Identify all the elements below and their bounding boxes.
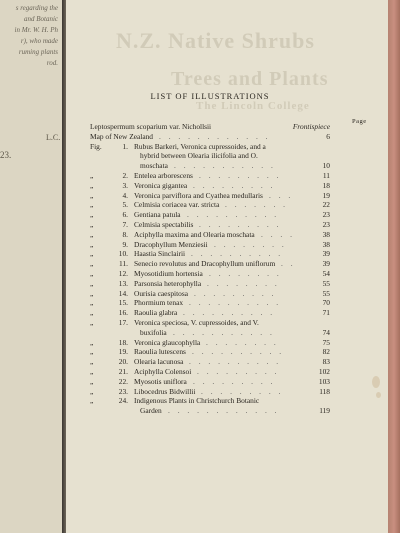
list-item — [90, 377, 330, 386]
page-number: 70 — [322, 298, 330, 308]
page-number: 18 — [322, 180, 330, 190]
leader-dots: . . . . . . . . . — [197, 367, 280, 376]
illustration-title: Gentiana patula — [134, 210, 181, 220]
list-item — [90, 151, 330, 160]
left-page-initials: L.C. — [46, 133, 61, 142]
page-number: 11 — [322, 171, 330, 180]
fig-marker: „ — [90, 249, 94, 259]
page-number: 118 — [319, 386, 330, 396]
fig-number: 16. — [118, 308, 128, 318]
page-number: 83 — [322, 357, 330, 367]
fig-number: 1. — [122, 141, 128, 151]
left-page-text-fragment: ruming plants — [18, 48, 58, 56]
illustration-title: Olearia lacunosa — [134, 357, 184, 367]
fig-marker: „ — [90, 278, 94, 288]
fig-number: 6. — [122, 210, 128, 220]
page-number: 103 — [318, 376, 330, 386]
left-page-text-fragment: s regarding the — [15, 4, 58, 12]
fig-marker: „ — [90, 298, 94, 308]
page-number: Frontispiece — [292, 122, 330, 131]
leader-dots: . . . . . . . . . . — [189, 298, 282, 308]
fig-number: 14. — [118, 288, 128, 298]
fig-marker: „ — [90, 367, 94, 376]
list-item — [90, 367, 330, 376]
leader-dots: . . . . . . . . . . — [183, 308, 276, 318]
fig-number: 7. — [122, 220, 128, 229]
leader-dots: . . . . . . . . . . — [192, 347, 285, 357]
list-item — [90, 308, 330, 317]
illustration-title: Senecio revolutus and Dracophyllum uniflorum — [134, 259, 276, 269]
page-number: 19 — [322, 190, 330, 200]
leader-dots: . . . . . . . — [225, 200, 289, 210]
left-page-text-fragment: and Botanic — [23, 15, 58, 23]
leader-dots: . . . . . . . . . — [193, 376, 276, 386]
illustration-title: Indigenous Plants in Christchurch Botanic — [134, 396, 260, 406]
leader-dots: . . . . . . . . . . . . — [159, 131, 271, 141]
list-item — [90, 338, 330, 347]
list-item — [90, 122, 330, 131]
page-number: 23 — [322, 210, 330, 220]
illustration-title: Myosotis uniflora — [134, 376, 187, 386]
list-item — [90, 298, 330, 307]
illustration-title: buxifolia — [140, 327, 167, 337]
fig-marker: „ — [90, 386, 94, 396]
page-number: 54 — [322, 269, 330, 278]
leader-dots: . . — [281, 259, 296, 269]
left-page-number: 23. — [0, 150, 12, 160]
show-through-line-1: N.Z. Native Shrubs — [116, 28, 315, 53]
illustration-title: Phormium tenax — [134, 298, 184, 308]
illustration-title: Parsonsia heterophylla — [134, 278, 202, 288]
illustration-title: Entelea arborescens — [134, 171, 193, 180]
list-item — [90, 240, 330, 249]
fig-marker: „ — [90, 200, 94, 210]
fig-number: 4. — [122, 190, 128, 200]
list-item — [90, 191, 330, 200]
fig-marker: „ — [90, 269, 94, 278]
list-item — [90, 230, 330, 239]
foxing-spot — [376, 392, 381, 398]
page-column-heading: Page — [352, 118, 367, 125]
fig-marker: „ — [90, 376, 94, 386]
page-number: 39 — [322, 249, 330, 259]
fig-marker: „ — [90, 210, 94, 220]
fig-number: 13. — [118, 278, 128, 288]
page-number: 82 — [322, 347, 330, 357]
fig-number: 23. — [118, 386, 128, 396]
page-number: 119 — [319, 406, 330, 416]
list-item — [90, 142, 330, 151]
list-item — [90, 289, 330, 298]
page-number: 55 — [322, 288, 330, 298]
list-item — [90, 387, 330, 396]
list-item — [90, 318, 330, 327]
fig-marker: „ — [90, 288, 94, 298]
illustration-title: Garden — [140, 406, 162, 416]
leader-dots: . . . . . . . . . — [201, 386, 284, 396]
page-number: 55 — [322, 278, 330, 288]
page-number: 23 — [322, 220, 330, 229]
page-number: 39 — [322, 259, 330, 269]
fig-number: 15. — [118, 298, 128, 308]
leader-dots: . . . . . . . . — [209, 269, 282, 278]
page-number: 74 — [322, 327, 330, 337]
list-item — [90, 161, 330, 170]
leader-dots: . . . . . . . . . — [199, 171, 282, 180]
fig-number: 18. — [118, 337, 128, 347]
leader-dots: . . . . . . . . . . . — [173, 327, 275, 337]
fig-marker: „ — [90, 259, 94, 269]
page-number: 6 — [326, 131, 330, 141]
fig-marker: „ — [90, 357, 94, 367]
list-item — [90, 220, 330, 229]
leader-dots: . . . . . . . . . — [193, 180, 276, 190]
left-page-text-fragment: rod. — [46, 59, 58, 67]
fig-number: 20. — [118, 357, 128, 367]
fig-marker: „ — [90, 308, 94, 318]
list-item — [90, 347, 330, 356]
illustration-title: moschata — [140, 161, 168, 171]
fig-marker: „ — [90, 229, 94, 239]
leader-dots: . . . — [269, 190, 294, 200]
page-number: 38 — [322, 239, 330, 249]
illustration-title: Veronica parviflora and Cyathea medullaris — [134, 190, 263, 200]
illustration-title: hybrid between Olearia ilicifolia and O. — [140, 151, 258, 161]
left-page-text-fragment: in Mr. W. H. Ph — [14, 26, 58, 34]
page-number: 75 — [322, 337, 330, 347]
illustration-title: Rubus Barkeri, Veronica cupressoides, and a — [134, 141, 266, 151]
fig-number: 24. — [118, 396, 128, 406]
leader-dots: . . . . . . . . — [214, 239, 287, 249]
illustration-title: Veronica speciosa, V. cupressoides, and V. — [134, 318, 259, 327]
foxing-spot — [372, 376, 380, 388]
page-title: LIST OF ILLUSTRATIONS — [150, 91, 270, 101]
illustration-title: Map of New Zealand — [90, 131, 154, 141]
leader-dots: . . . . . . . . . — [194, 288, 277, 298]
fig-marker: „ — [90, 347, 94, 357]
illustration-title: Raoulia lutescens — [134, 347, 186, 357]
fig-number: 2. — [122, 171, 128, 180]
illustration-title: Aciphylla maxima and Olearia moschata — [134, 229, 255, 239]
fig-marker: „ — [90, 396, 94, 406]
left-page — [0, 0, 64, 533]
illustration-title: Veronica glaucophylla — [134, 337, 201, 347]
illustration-title: Libocedrus Bidwillii — [134, 386, 196, 396]
left-page-text-fragment: r), who made — [20, 37, 58, 45]
fig-marker: „ — [90, 239, 94, 249]
fig-marker: „ — [90, 171, 94, 180]
leader-dots: . . . . . . . . . . — [187, 210, 280, 220]
show-through-line-2: Trees and Plants — [171, 68, 329, 90]
fig-marker: „ — [90, 220, 94, 229]
fig-marker: „ — [90, 337, 94, 347]
list-item — [90, 279, 330, 288]
illustration-title: Celmisia coriacea var. stricta — [134, 200, 220, 210]
page-number: 102 — [318, 367, 330, 376]
page-number: 38 — [322, 229, 330, 239]
fig-marker: Fig. — [90, 141, 102, 151]
fig-marker: „ — [90, 190, 94, 200]
page-number: 71 — [322, 308, 330, 318]
illustration-title: Leptospermum scoparium var. Nichollsii — [90, 122, 212, 131]
leader-dots: . . . . . . . . . . — [189, 357, 282, 367]
illustration-title: Veronica gigantea — [134, 180, 188, 190]
fig-number: 8. — [122, 229, 128, 239]
list-item — [90, 396, 330, 405]
list-item — [90, 269, 330, 278]
illustration-title: Myosotidium hortensia — [134, 269, 203, 278]
list-item — [90, 210, 330, 219]
leader-dots: . . . . . . . . . . . . — [168, 406, 280, 416]
illustration-title: Haastia Sinclairii — [134, 249, 186, 259]
page-number: 22 — [322, 200, 330, 210]
list-item — [90, 328, 330, 337]
fig-number: 10. — [118, 249, 128, 259]
leader-dots: . . . . . . . . — [207, 278, 280, 288]
leader-dots: . . . . . . . . — [206, 337, 279, 347]
leader-dots: . . . . . . . . . — [199, 220, 282, 229]
list-item — [90, 171, 330, 180]
list-item — [90, 200, 330, 209]
illustration-title: Aciphylla Colensoi — [134, 367, 192, 376]
illustration-title: Raoulia glabra — [134, 308, 178, 318]
leader-dots: . . . . . . . . . . — [191, 249, 284, 259]
fig-number: 19. — [118, 347, 128, 357]
fig-number: 17. — [118, 318, 128, 327]
fig-number: 21. — [118, 367, 128, 376]
fig-marker: „ — [90, 180, 94, 190]
fig-number: 12. — [118, 269, 128, 278]
list-item — [90, 132, 330, 141]
list-item — [90, 357, 330, 366]
fig-number: 22. — [118, 376, 128, 386]
show-through-line-3: The Lincoln College — [196, 100, 310, 112]
fig-number: 5. — [122, 200, 128, 210]
leader-dots: . . . . — [261, 229, 295, 239]
illustration-title: Ourisia caespitosa — [134, 288, 188, 298]
illustration-title: Dracophyllum Menziesii — [134, 239, 208, 249]
list-item — [90, 259, 330, 268]
fig-number: 9. — [122, 239, 128, 249]
illustration-title: Celmisia spectabilis — [134, 220, 194, 229]
leader-dots: . . . . . . . . . . . — [174, 161, 276, 171]
list-item — [90, 249, 330, 258]
fig-number: 3. — [122, 180, 128, 190]
fig-number: 11. — [119, 259, 128, 269]
fig-marker: „ — [90, 318, 94, 327]
list-item — [90, 406, 330, 415]
list-item — [90, 181, 330, 190]
red-cover-edge — [388, 0, 400, 533]
page-number: 10 — [322, 161, 330, 171]
